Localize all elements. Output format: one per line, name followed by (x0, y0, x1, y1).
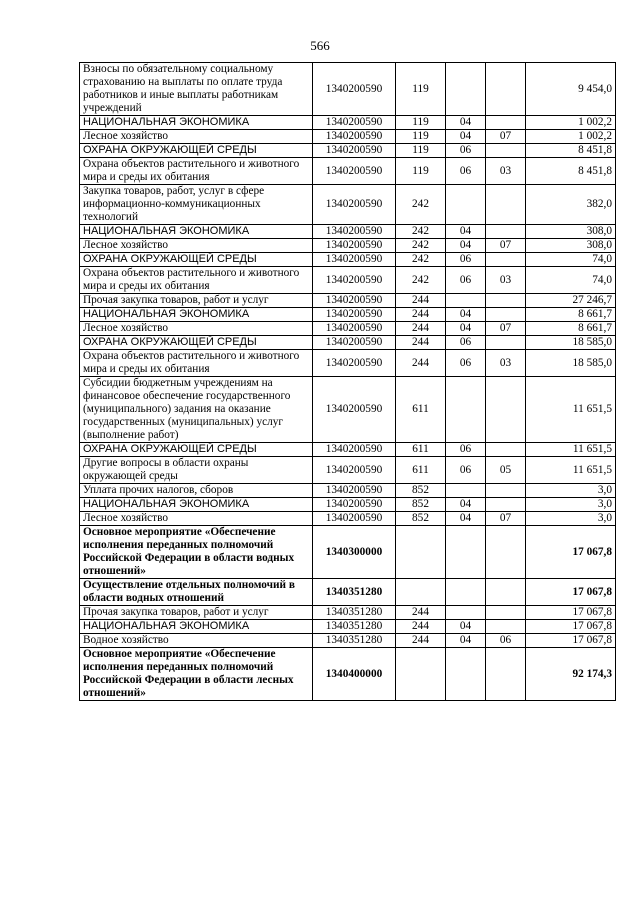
target-code-cell: 1340200590 (313, 130, 396, 144)
row-name-cell: ОХРАНА ОКРУЖАЮЩЕЙ СРЕДЫ (80, 144, 313, 158)
row-name-cell: Субсидии бюджетным учреждениям на финансовое обеспечение государственного (муниципального) задания на оказание государственных (муниципальных) услуг (выполнение работ) (80, 377, 313, 443)
section-cell (446, 526, 486, 579)
subsection-cell (486, 63, 526, 116)
amount-cell: 17 067,8 (526, 634, 616, 648)
amount-cell: 9 454,0 (526, 63, 616, 116)
expense-type-cell: 611 (396, 457, 446, 484)
table-row (80, 484, 616, 498)
section-cell: 06 (446, 443, 486, 457)
section-cell: 04 (446, 239, 486, 253)
section-cell (446, 606, 486, 620)
amount-cell: 17 067,8 (526, 579, 616, 606)
row-name-cell: Охрана объектов растительного и животного мира и среды их обитания (80, 267, 313, 294)
section-cell: 06 (446, 158, 486, 185)
section-cell (446, 377, 486, 443)
expense-type-cell: 119 (396, 130, 446, 144)
row-name-cell: Охрана объектов растительного и животного мира и среды их обитания (80, 158, 313, 185)
target-code-cell: 1340200590 (313, 322, 396, 336)
table-row (80, 294, 616, 308)
expense-type-cell (396, 648, 446, 701)
expense-type-cell: 244 (396, 350, 446, 377)
expense-type-cell: 611 (396, 377, 446, 443)
subsection-cell: 03 (486, 267, 526, 294)
table-row (80, 239, 616, 253)
row-name-cell: Лесное хозяйство (80, 322, 313, 336)
amount-cell: 3,0 (526, 498, 616, 512)
row-name-cell: Лесное хозяйство (80, 130, 313, 144)
subsection-cell: 07 (486, 512, 526, 526)
table-row (80, 185, 616, 225)
table-row (80, 498, 616, 512)
expense-type-cell: 244 (396, 336, 446, 350)
expense-type-cell (396, 526, 446, 579)
expense-type-cell: 852 (396, 484, 446, 498)
table-row (80, 308, 616, 322)
table-row (80, 253, 616, 267)
subsection-cell: 07 (486, 130, 526, 144)
amount-cell: 308,0 (526, 225, 616, 239)
subsection-cell: 07 (486, 239, 526, 253)
amount-cell: 3,0 (526, 512, 616, 526)
target-code-cell: 1340200590 (313, 63, 396, 116)
amount-cell: 11 651,5 (526, 377, 616, 443)
amount-cell: 17 067,8 (526, 526, 616, 579)
table-row (80, 336, 616, 350)
expense-type-cell: 244 (396, 606, 446, 620)
table-row (80, 648, 616, 701)
row-name-cell: Прочая закупка товаров, работ и услуг (80, 606, 313, 620)
target-code-cell: 1340200590 (313, 239, 396, 253)
target-code-cell: 1340200590 (313, 512, 396, 526)
section-cell: 04 (446, 308, 486, 322)
amount-cell: 92 174,3 (526, 648, 616, 701)
section-cell: 06 (446, 350, 486, 377)
expense-type-cell: 244 (396, 294, 446, 308)
section-cell: 06 (446, 457, 486, 484)
table-row (80, 322, 616, 336)
subsection-cell (486, 648, 526, 701)
table-row (80, 63, 616, 116)
section-cell: 04 (446, 130, 486, 144)
row-name-cell: НАЦИОНАЛЬНАЯ ЭКОНОМИКА (80, 116, 313, 130)
section-cell (446, 63, 486, 116)
subsection-cell (486, 116, 526, 130)
expense-type-cell: 244 (396, 308, 446, 322)
subsection-cell: 07 (486, 322, 526, 336)
section-cell (446, 185, 486, 225)
expense-type-cell: 242 (396, 239, 446, 253)
row-name-cell: Водное хозяйство (80, 634, 313, 648)
expense-type-cell: 244 (396, 322, 446, 336)
amount-cell: 8 451,8 (526, 144, 616, 158)
section-cell: 06 (446, 267, 486, 294)
target-code-cell: 1340200590 (313, 377, 396, 443)
amount-cell: 74,0 (526, 253, 616, 267)
expense-type-cell: 244 (396, 634, 446, 648)
row-name-cell: Закупка товаров, работ, услуг в сфере информационно-коммуникационных технологий (80, 185, 313, 225)
target-code-cell: 1340200590 (313, 498, 396, 512)
target-code-cell: 1340351280 (313, 579, 396, 606)
section-cell: 04 (446, 620, 486, 634)
amount-cell: 27 246,7 (526, 294, 616, 308)
row-name-cell: Другие вопросы в области охраны окружающей среды (80, 457, 313, 484)
row-name-cell: ОХРАНА ОКРУЖАЮЩЕЙ СРЕДЫ (80, 443, 313, 457)
expense-type-cell: 119 (396, 158, 446, 185)
section-cell: 06 (446, 336, 486, 350)
table-row (80, 579, 616, 606)
row-name-cell: Лесное хозяйство (80, 512, 313, 526)
target-code-cell: 1340200590 (313, 144, 396, 158)
expense-type-cell: 242 (396, 253, 446, 267)
subsection-cell: 06 (486, 634, 526, 648)
expense-type-cell: 852 (396, 512, 446, 526)
expense-type-cell: 119 (396, 116, 446, 130)
subsection-cell: 03 (486, 350, 526, 377)
subsection-cell: 05 (486, 457, 526, 484)
section-cell: 04 (446, 225, 486, 239)
target-code-cell: 1340200590 (313, 158, 396, 185)
target-code-cell: 1340200590 (313, 253, 396, 267)
row-name-cell: Основное мероприятие «Обеспечение исполнения переданных полномочий Российской Федерации в области лесных отношений» (80, 648, 313, 701)
page-number: 566 (310, 38, 330, 53)
table-row (80, 443, 616, 457)
row-name-cell: Лесное хозяйство (80, 239, 313, 253)
table-row (80, 267, 616, 294)
amount-cell: 8 451,8 (526, 158, 616, 185)
section-cell: 04 (446, 116, 486, 130)
target-code-cell: 1340200590 (313, 457, 396, 484)
expense-type-cell: 119 (396, 144, 446, 158)
amount-cell: 11 651,5 (526, 457, 616, 484)
expense-type-cell: 852 (396, 498, 446, 512)
table-row (80, 350, 616, 377)
target-code-cell: 1340200590 (313, 336, 396, 350)
expense-type-cell: 242 (396, 225, 446, 239)
row-name-cell: Прочая закупка товаров, работ и услуг (80, 294, 313, 308)
row-name-cell: НАЦИОНАЛЬНАЯ ЭКОНОМИКА (80, 620, 313, 634)
amount-cell: 18 585,0 (526, 336, 616, 350)
subsection-cell (486, 294, 526, 308)
subsection-cell (486, 377, 526, 443)
expense-type-cell: 242 (396, 267, 446, 294)
target-code-cell: 1340200590 (313, 267, 396, 294)
section-cell: 04 (446, 634, 486, 648)
row-name-cell: Охрана объектов растительного и животного мира и среды их обитания (80, 350, 313, 377)
target-code-cell: 1340200590 (313, 308, 396, 322)
subsection-cell (486, 185, 526, 225)
row-name-cell: Осуществление отдельных полномочий в области водных отношений (80, 579, 313, 606)
target-code-cell: 1340200590 (313, 484, 396, 498)
table-row (80, 116, 616, 130)
row-name-cell: ОХРАНА ОКРУЖАЮЩЕЙ СРЕДЫ (80, 253, 313, 267)
section-cell: 06 (446, 144, 486, 158)
amount-cell: 17 067,8 (526, 606, 616, 620)
subsection-cell (486, 144, 526, 158)
target-code-cell: 1340351280 (313, 620, 396, 634)
budget-table (79, 62, 616, 701)
section-cell (446, 294, 486, 308)
subsection-cell (486, 336, 526, 350)
amount-cell: 8 661,7 (526, 322, 616, 336)
section-cell: 04 (446, 512, 486, 526)
section-cell (446, 648, 486, 701)
row-name-cell: Взносы по обязательному социальному страхованию на выплаты по оплате труда работников и иные выплаты работникам учреждений (80, 63, 313, 116)
row-name-cell: НАЦИОНАЛЬНАЯ ЭКОНОМИКА (80, 308, 313, 322)
row-name-cell: Уплата прочих налогов, сборов (80, 484, 313, 498)
table-row (80, 377, 616, 443)
target-code-cell: 1340200590 (313, 185, 396, 225)
target-code-cell: 1340300000 (313, 526, 396, 579)
subsection-cell (486, 253, 526, 267)
subsection-cell (486, 484, 526, 498)
table-row (80, 634, 616, 648)
expense-type-cell: 119 (396, 63, 446, 116)
row-name-cell: Основное мероприятие «Обеспечение исполнения переданных полномочий Российской Федерации в области водных отношений» (80, 526, 313, 579)
row-name-cell: ОХРАНА ОКРУЖАЮЩЕЙ СРЕДЫ (80, 336, 313, 350)
subsection-cell (486, 620, 526, 634)
amount-cell: 308,0 (526, 239, 616, 253)
subsection-cell (486, 526, 526, 579)
subsection-cell (486, 498, 526, 512)
target-code-cell: 1340200590 (313, 294, 396, 308)
section-cell: 04 (446, 322, 486, 336)
subsection-cell (486, 579, 526, 606)
amount-cell: 3,0 (526, 484, 616, 498)
amount-cell: 1 002,2 (526, 116, 616, 130)
expense-type-cell (396, 579, 446, 606)
budget-table-body (80, 63, 616, 701)
table-row (80, 620, 616, 634)
table-row (80, 144, 616, 158)
target-code-cell: 1340200590 (313, 443, 396, 457)
expense-type-cell: 244 (396, 620, 446, 634)
target-code-cell: 1340351280 (313, 634, 396, 648)
expense-type-cell: 242 (396, 185, 446, 225)
subsection-cell (486, 443, 526, 457)
subsection-cell (486, 606, 526, 620)
table-row (80, 225, 616, 239)
section-cell (446, 484, 486, 498)
section-cell: 06 (446, 253, 486, 267)
section-cell: 04 (446, 498, 486, 512)
table-row (80, 512, 616, 526)
target-code-cell: 1340400000 (313, 648, 396, 701)
row-name-cell: НАЦИОНАЛЬНАЯ ЭКОНОМИКА (80, 225, 313, 239)
expense-type-cell: 611 (396, 443, 446, 457)
section-cell (446, 579, 486, 606)
amount-cell: 1 002,2 (526, 130, 616, 144)
target-code-cell: 1340351280 (313, 606, 396, 620)
amount-cell: 18 585,0 (526, 350, 616, 377)
amount-cell: 11 651,5 (526, 443, 616, 457)
row-name-cell: НАЦИОНАЛЬНАЯ ЭКОНОМИКА (80, 498, 313, 512)
amount-cell: 17 067,8 (526, 620, 616, 634)
table-row (80, 130, 616, 144)
table-row (80, 158, 616, 185)
subsection-cell: 03 (486, 158, 526, 185)
subsection-cell (486, 225, 526, 239)
table-row (80, 526, 616, 579)
subsection-cell (486, 308, 526, 322)
table-row (80, 606, 616, 620)
amount-cell: 8 661,7 (526, 308, 616, 322)
target-code-cell: 1340200590 (313, 225, 396, 239)
amount-cell: 382,0 (526, 185, 616, 225)
amount-cell: 74,0 (526, 267, 616, 294)
target-code-cell: 1340200590 (313, 350, 396, 377)
table-row (80, 457, 616, 484)
target-code-cell: 1340200590 (313, 116, 396, 130)
